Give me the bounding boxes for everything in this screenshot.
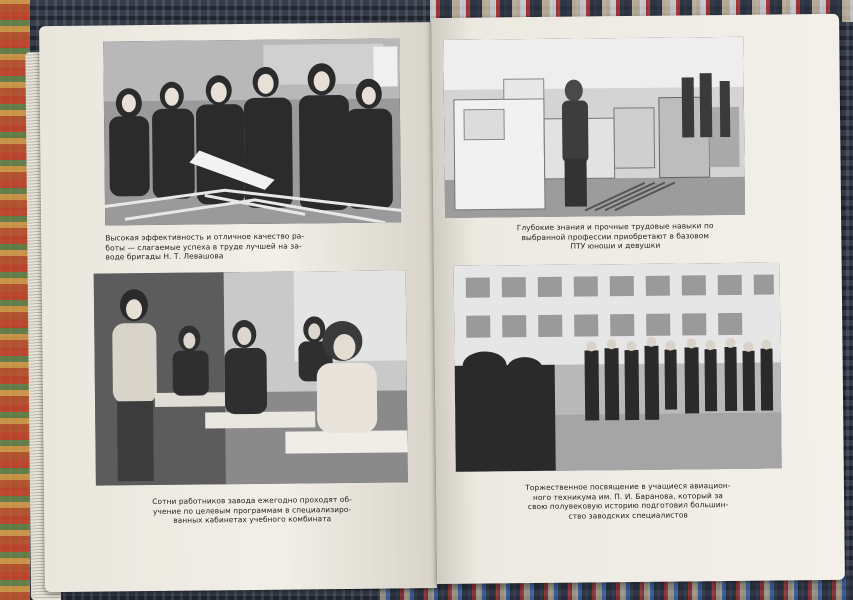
caption-line: Высокая эффективность и отличное качество ра-	[105, 231, 305, 243]
right-page	[431, 14, 845, 584]
caption-line: ПТУ юноши и девушки	[570, 240, 661, 251]
left-bottom-caption	[84, 494, 420, 526]
left-top-caption	[105, 230, 401, 262]
caption-line: учение по целевым программам в специализиро-	[152, 504, 352, 516]
caption-line: Торжественное посвящение в учащиеся авиацион-	[525, 480, 731, 493]
caption-line: ного техникума им. П. И. Баранова, который за	[532, 490, 724, 502]
open-book	[31, 14, 849, 594]
caption-line: выбранной профессии приобретают в базовом	[521, 230, 710, 242]
photo-machine-workshop	[443, 37, 745, 218]
caption-line: свою полувековую историю подготовил большин-	[527, 500, 729, 512]
right-top-caption	[465, 221, 765, 253]
left-page	[39, 22, 437, 592]
photo-classroom	[94, 270, 408, 485]
photo-brigade-workers	[103, 38, 401, 225]
caption-line: воде бригады Н. Т. Левашова	[105, 251, 224, 262]
right-bottom-caption	[470, 480, 786, 522]
caption-line: Глубокие знания и прочные трудовые навыки по	[516, 221, 714, 233]
caption-line: боты — слагаемые успеха в труде лучшей на за-	[105, 241, 302, 253]
caption-line: Сотни работников завода ежегодно проходят об-	[152, 494, 352, 507]
photo-ceremony-outdoors	[454, 262, 782, 471]
caption-line: ванных кабинетах учебного комбината	[173, 514, 332, 525]
caption-line: ство заводских специалистов	[568, 510, 688, 521]
